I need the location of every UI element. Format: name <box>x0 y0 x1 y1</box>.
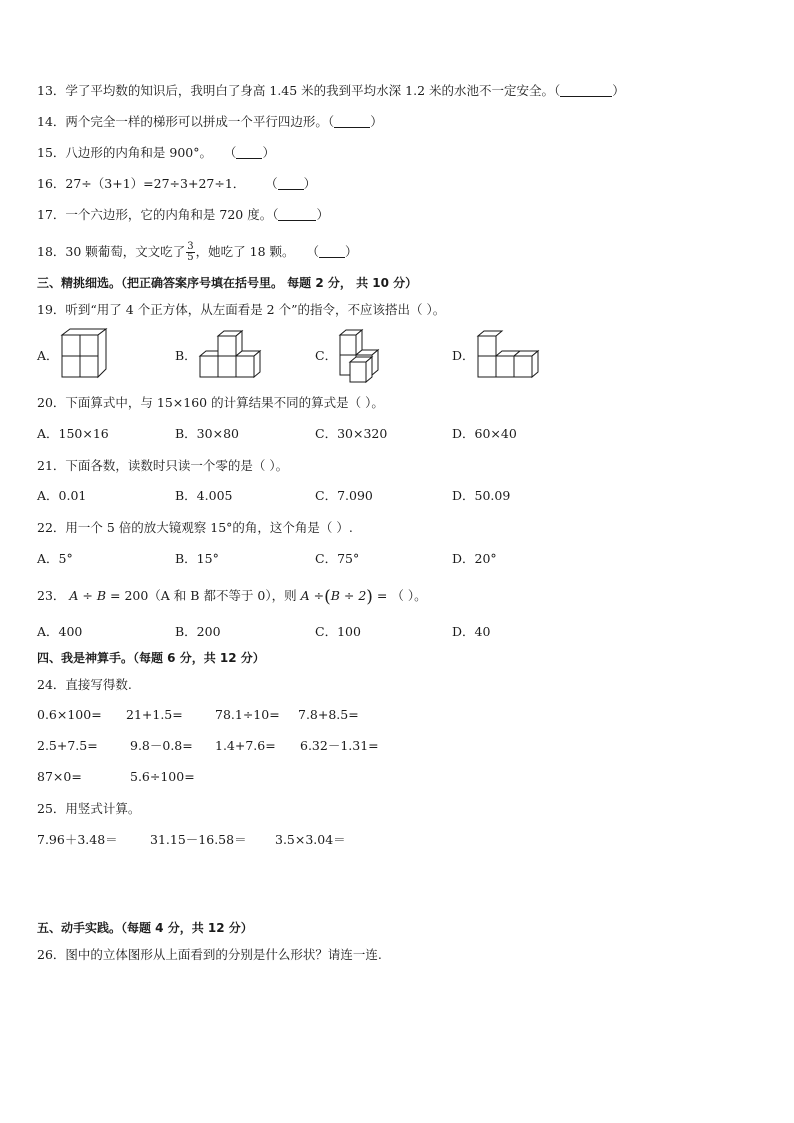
vertical-calc-item: 31.15－16.58＝ <box>150 832 247 847</box>
cube-top <box>478 331 502 336</box>
answer-blank[interactable] <box>278 208 316 221</box>
question-19-stem: 19．听到“用了 4 个正方体，从左面看是 2 个”的指令，不应该搭出（ ）。 <box>37 302 446 317</box>
cube-side <box>372 350 378 375</box>
calc-item: 7.8+8.5= <box>298 707 359 722</box>
question-26-stem: 26．图中的立体图形从上面看到的分别是什么形状？请连一连. <box>37 947 382 962</box>
cube-face <box>218 336 236 356</box>
option-a[interactable]: A．400 <box>37 624 83 639</box>
option-d[interactable]: D．20° <box>452 551 497 566</box>
calc-item: 78.1÷10= <box>215 707 280 722</box>
cube-figure-c <box>336 329 392 383</box>
cube-face <box>496 356 514 377</box>
vertical-calc-item: 3.5×3.04＝ <box>275 832 346 847</box>
answer-blank[interactable] <box>319 245 345 258</box>
option-c[interactable]: C．7.090 <box>315 488 373 503</box>
answer-blank[interactable] <box>334 115 370 128</box>
option-a[interactable]: A．5° <box>37 551 73 566</box>
option-b-label[interactable]: B． <box>175 348 197 363</box>
question-18: 18．30 颗葡萄，文文吃了 $\frac{3}{5}$ ，她吃了 18 颗。 （ ） <box>37 241 358 263</box>
question-20-stem: 20．下面算式中，与 15×160 的计算结果不同的算式是（ ）。 <box>37 395 384 410</box>
cube-side <box>254 351 260 377</box>
calc-item: 21+1.5= <box>126 707 183 722</box>
cube-face <box>80 356 98 377</box>
fraction: $\frac{3}{5}$ <box>187 241 194 263</box>
option-d-label[interactable]: D． <box>452 348 475 363</box>
cube-figure-a <box>58 331 110 381</box>
option-c-label[interactable]: C． <box>315 348 338 363</box>
option-b[interactable]: B．15° <box>175 551 219 566</box>
question-13: 13．学了平均数的知识后，我明白了身高 1.45 米的我到平均水深 1.2 米的水池不一定安全。（ ） <box>37 83 625 98</box>
question-23-stem: 23． A ÷ B = 200（A 和 B 都不等于 0），则 A ÷(B ÷ 2) = （ ）。 <box>37 587 427 607</box>
cube-face <box>200 356 218 377</box>
question-14: 14．两个完全一样的梯形可以拼成一个平行四边形。（ ） <box>37 114 383 129</box>
question-25-stem: 25．用竖式计算。 <box>37 801 141 816</box>
calc-item: 1.4+7.6= <box>215 738 276 753</box>
answer-blank[interactable] <box>560 84 612 97</box>
cube-side <box>366 357 372 382</box>
section-3-heading: 三、精挑细选。（把正确答案序号填在括号里。 每题 2 分， 共 10 分） <box>37 276 418 290</box>
cube-side <box>532 351 538 377</box>
cube-face <box>62 356 80 377</box>
question-15: 15．八边形的内角和是 900°。 （ ） <box>37 145 275 160</box>
option-c[interactable]: C．100 <box>315 624 361 639</box>
question-16: 16．27÷（3+1）=27÷3+27÷1． （ ） <box>37 176 317 191</box>
answer-blank[interactable] <box>278 177 304 190</box>
cube-face <box>478 336 496 356</box>
calc-item: 0.6×100= <box>37 707 102 722</box>
section-4-heading: 四、我是神算手。（每题 6 分，共 12 分） <box>37 651 265 665</box>
cube-face <box>62 335 80 356</box>
cube-face <box>80 335 98 356</box>
option-d[interactable]: D．60×40 <box>452 426 517 441</box>
cube-face <box>218 356 236 377</box>
option-d[interactable]: D．40 <box>452 624 491 639</box>
cube-figure-b <box>198 334 270 382</box>
option-c[interactable]: C．75° <box>315 551 360 566</box>
calc-item: 2.5+7.5= <box>37 738 98 753</box>
option-b[interactable]: B．4.005 <box>175 488 233 503</box>
section-5-heading: 五、动手实践。（每题 4 分，共 12 分） <box>37 921 253 935</box>
cube-face <box>478 356 496 377</box>
option-b[interactable]: B．30×80 <box>175 426 239 441</box>
calc-item: 6.32－1.31= <box>300 738 379 753</box>
option-a[interactable]: A．0.01 <box>37 488 87 503</box>
option-a-label[interactable]: A． <box>37 348 59 363</box>
calc-item: 9.8－0.8= <box>130 738 193 753</box>
calc-item: 87×0= <box>37 769 82 784</box>
cube-figure-d <box>476 334 548 382</box>
option-b[interactable]: B．200 <box>175 624 221 639</box>
cube-face <box>236 356 254 377</box>
cube-side <box>98 329 106 377</box>
cube-face <box>340 335 356 355</box>
cube-face <box>514 356 532 377</box>
answer-blank[interactable] <box>236 146 262 159</box>
question-17: 17．一个六边形，它的内角和是 720 度。（ ） <box>37 207 329 222</box>
question-21-stem: 21．下面各数，读数时只读一个零的是（ ）。 <box>37 458 289 473</box>
question-24-stem: 24．直接写得数. <box>37 677 132 692</box>
option-c[interactable]: C．30×320 <box>315 426 388 441</box>
cube-face <box>350 362 366 382</box>
option-d[interactable]: D．50.09 <box>452 488 511 503</box>
calc-item: 5.6÷100= <box>130 769 195 784</box>
question-22-stem: 22．用一个 5 倍的放大镜观察 15°的角，这个角是（ ）. <box>37 520 353 535</box>
option-a[interactable]: A．150×16 <box>37 426 109 441</box>
vertical-calc-item: 7.96＋3.48＝ <box>37 832 118 847</box>
